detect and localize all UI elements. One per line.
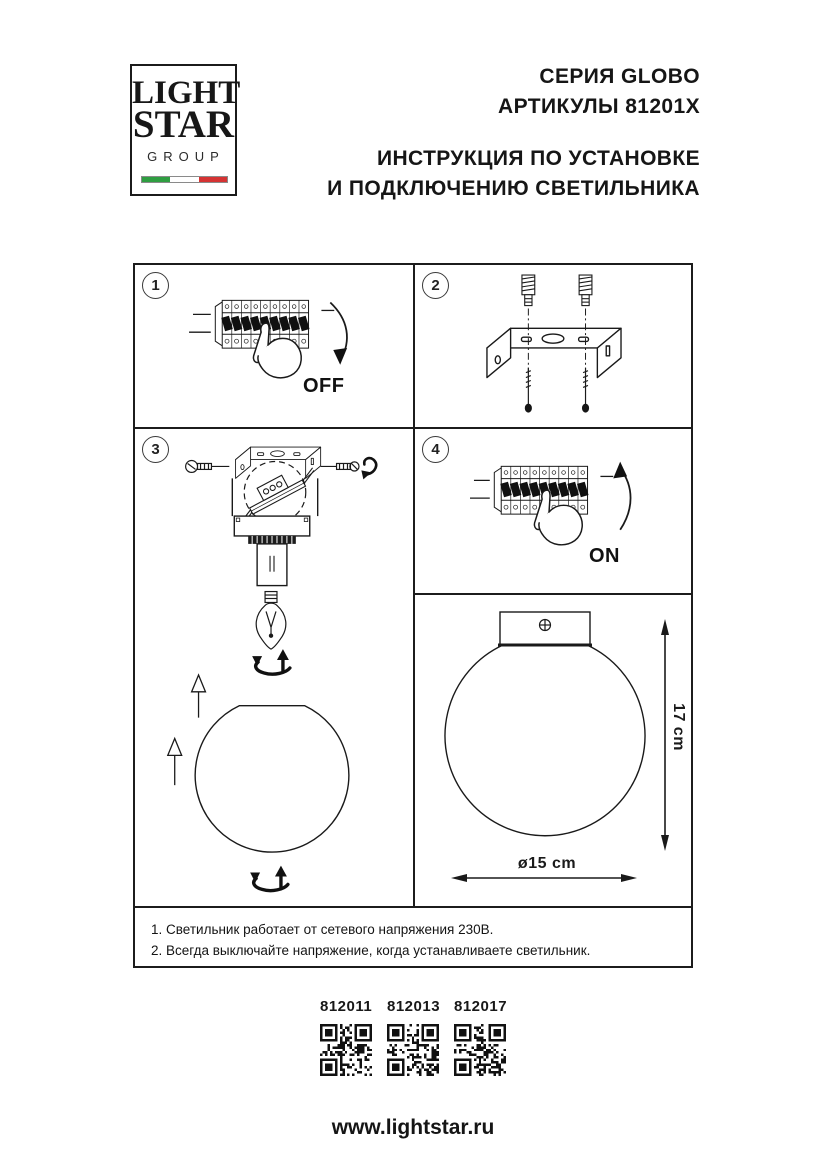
breaker-off-illustration [135,265,413,427]
step-4-panel [415,429,691,595]
logo-text-group: GROUP [147,149,225,165]
screw-icon [582,368,589,413]
logo-text-light: LIGHT [132,75,241,111]
instruction-title-line1: ИНСТРУКЦИЯ ПО УСТАНОВКЕ [376,147,700,170]
arrow-down-icon [333,348,347,365]
up-arrow-icon [168,675,206,785]
step-number-2: 2 [422,272,449,299]
screw-icon [525,368,532,413]
note-line-1: 1. Светильник работает от сетевого напряжения 230В. [151,922,494,937]
diameter-dimension-label: ø15 cm [517,855,577,872]
website-url: www.lightstar.ru [331,1116,495,1139]
screwing-arrow-icon [361,458,376,479]
article-number: 812011 [320,998,373,1015]
step-number-4: 4 [422,436,449,463]
lightstar-logo [130,64,241,196]
step-2-panel [415,265,691,429]
dimension-panel [415,595,691,906]
screw-head-icon [539,619,551,631]
assembly-illustration [135,429,413,906]
qr-code [320,1024,372,1076]
articles-title: АРТИКУЛЫ 81201X [498,95,700,118]
qr-code [387,1024,439,1076]
instruction-grid [133,263,693,968]
article-number: 812017 [454,998,508,1015]
bracket-mounting-illustration [415,265,691,427]
qr-item [320,998,372,1076]
rotate-arrow-icon [252,649,290,674]
series-title: СЕРИЯ GLOBO [539,65,700,88]
height-dimension-arrow [661,619,669,851]
bulb-icon [256,592,286,650]
notes-box [135,906,691,966]
wall-plug-icon [522,275,535,306]
globe-shade [195,706,349,852]
step-number-1: 1 [142,272,169,299]
note-line-2: 2. Всегда выключайте напряжение, когда устанавливаете светильник. [151,943,591,958]
qr-code [454,1024,506,1076]
logo-text-star: STAR [132,103,235,147]
instruction-title-line2: И ПОДКЛЮЧЕНИЮ СВЕТИЛЬНИКА [327,177,700,200]
off-label: OFF [303,375,345,397]
instruction-title [327,144,700,204]
step-3-panel [135,429,415,906]
document-title [498,62,700,122]
italian-flag-stripe [141,176,228,183]
qr-section [0,998,826,1076]
qr-item [387,998,439,1076]
step-1-panel [135,265,415,429]
diameter-dimension-arrow [451,874,637,882]
wall-plug-icon [579,275,592,306]
height-dimension-label: 17 cm [670,703,687,751]
qr-item [454,998,506,1076]
step-number-3: 3 [142,436,169,463]
rotate-arrow-icon [250,866,288,891]
breaker-on-illustration [415,429,691,593]
on-label: ON [589,545,620,567]
globe-outline [445,645,645,836]
arrow-up-icon [613,462,627,479]
article-number: 812013 [387,998,441,1015]
